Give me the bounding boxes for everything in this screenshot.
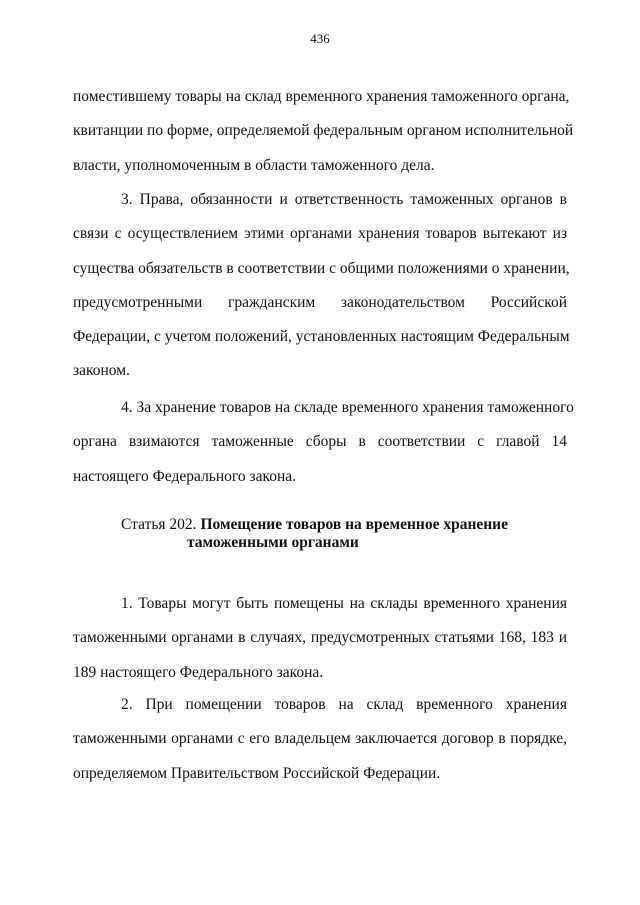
text-line: Федерации, с учетом положений, установленных настоящим Федеральным: [73, 328, 570, 346]
text-line: поместившему товары на склад временного хранения таможенного органа,: [73, 88, 570, 105]
text-line: 4. За хранение товаров на складе временного хранения таможенного: [121, 399, 574, 416]
paragraph-continuation: [73, 80, 574, 183]
article-label: Статья 202.: [121, 516, 197, 533]
text-line: определяемом Правительством Российской Федерации.: [73, 764, 441, 782]
article-title-line2: таможенными органами: [187, 534, 359, 551]
page-number: 436: [310, 31, 330, 46]
text-line: власти, уполномоченным в области таможенного дела.: [73, 156, 435, 174]
text-line: 1. Товары могут быть помещены на склады временного хранения: [121, 595, 567, 612]
text-line: квитанции по форме, определяемой федеральным органом исполнительной: [73, 122, 574, 140]
article-paragraph-2: [73, 688, 567, 791]
text-line: таможенными органами с его владельцем заключается договор в порядке,: [73, 730, 567, 748]
article-title-line1: Помещение товаров на временное хранение: [200, 516, 508, 533]
text-line: связи с осуществлением этими органами хранения товаров вытекают из: [73, 225, 567, 243]
text-line: органа взимаются таможенные сборы в соответствии с главой 14: [73, 433, 567, 451]
text-line: существа обязательств в соответствии с общими положениями о хранении,: [73, 259, 570, 277]
text-line: 189 настоящего Федерального закона.: [73, 663, 324, 681]
paragraph-3: [73, 183, 570, 389]
text-line: 2. При помещении товаров на склад временного хранения: [121, 696, 567, 713]
article-paragraph-1: [73, 587, 567, 690]
paragraph-4: [73, 391, 574, 494]
text-line: предусмотренными гражданским законодательством Российской: [73, 293, 567, 311]
text-line: настоящего Федерального закона.: [73, 467, 297, 485]
article-heading: [121, 516, 508, 552]
text-line: законом.: [73, 362, 130, 380]
text-line: 3. Права, обязанности и ответственность таможенных органов в: [121, 191, 567, 208]
text-line: таможенными органами в случаях, предусмотренных статьями 168, 183 и: [73, 629, 567, 647]
